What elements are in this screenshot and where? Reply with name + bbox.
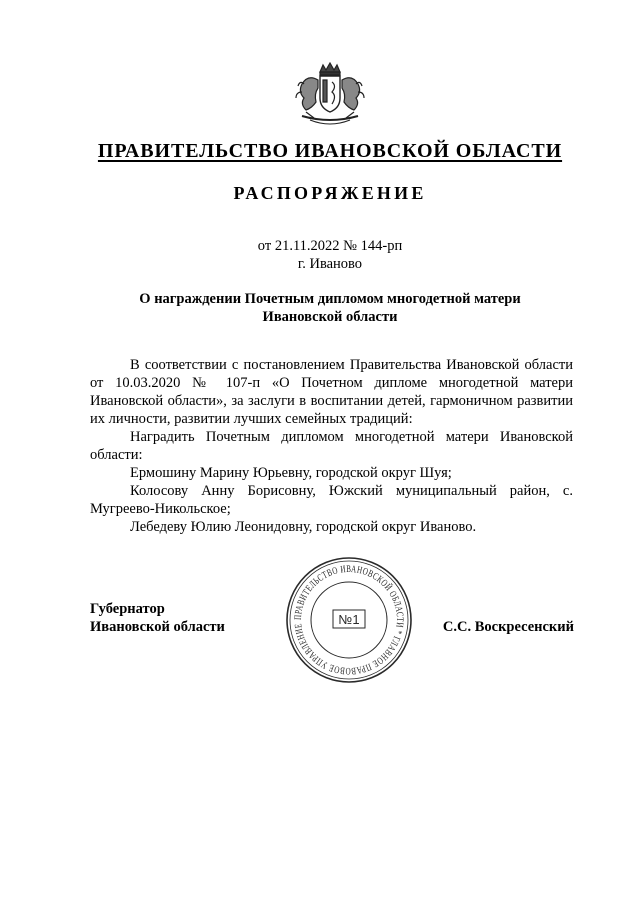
paragraph-award: Наградить Почетным дипломом многодетной матери Ивановской области: xyxy=(90,429,573,463)
document-subject xyxy=(90,290,570,326)
stamp-ring-text: ПРАВИТЕЛЬСТВО ИВАНОВСКОЙ ОБЛАСТИ * ГЛАВНОЕ ПРАВОВОЕ УПРАВЛЕНИЕ xyxy=(292,563,406,677)
position-line-2: Ивановской области xyxy=(90,619,225,635)
date-number: от 21.11.2022 № 144-рп xyxy=(257,238,403,254)
position-line-1: Губернатор xyxy=(90,601,165,617)
signatory-name: С.С. Воскресенский xyxy=(442,619,574,635)
subject-line-1: О награждении Почетным дипломом многодетной матери xyxy=(139,291,521,307)
stamp-number: №1 xyxy=(338,612,360,627)
awardee-2: Колосову Анну Борисовну, Южский муниципальный район, с. Мугреево-Никольское; xyxy=(90,483,573,517)
coat-of-arms-icon xyxy=(290,62,370,128)
subject-line-2: Ивановской области xyxy=(262,309,398,325)
awardee-3: Лебедеву Юлию Леонидовну, городской округ Иваново. xyxy=(130,519,477,535)
awardee-1: Ермошину Марину Юрьевну, городской округ Шуя; xyxy=(130,465,452,481)
government-title: ПРАВИТЕЛЬСТВО ИВАНОВСКОЙ ОБЛАСТИ xyxy=(97,140,563,162)
document-type: РАСПОРЯЖЕНИЕ xyxy=(233,183,427,203)
signatory-position xyxy=(90,600,225,636)
document-body xyxy=(90,356,573,536)
paragraph-basis: В соответствии с постановлением Правительства Ивановской области от 10.03.2020 № 107-п «О Почетном дипломе многодетной матери Ивановской области», за заслуги в воспитании детей, гармоничном развитии их личности, развитии лучших семейных традиций: xyxy=(90,357,573,427)
city: г. Иваново xyxy=(297,256,363,272)
official-stamp xyxy=(285,556,413,684)
